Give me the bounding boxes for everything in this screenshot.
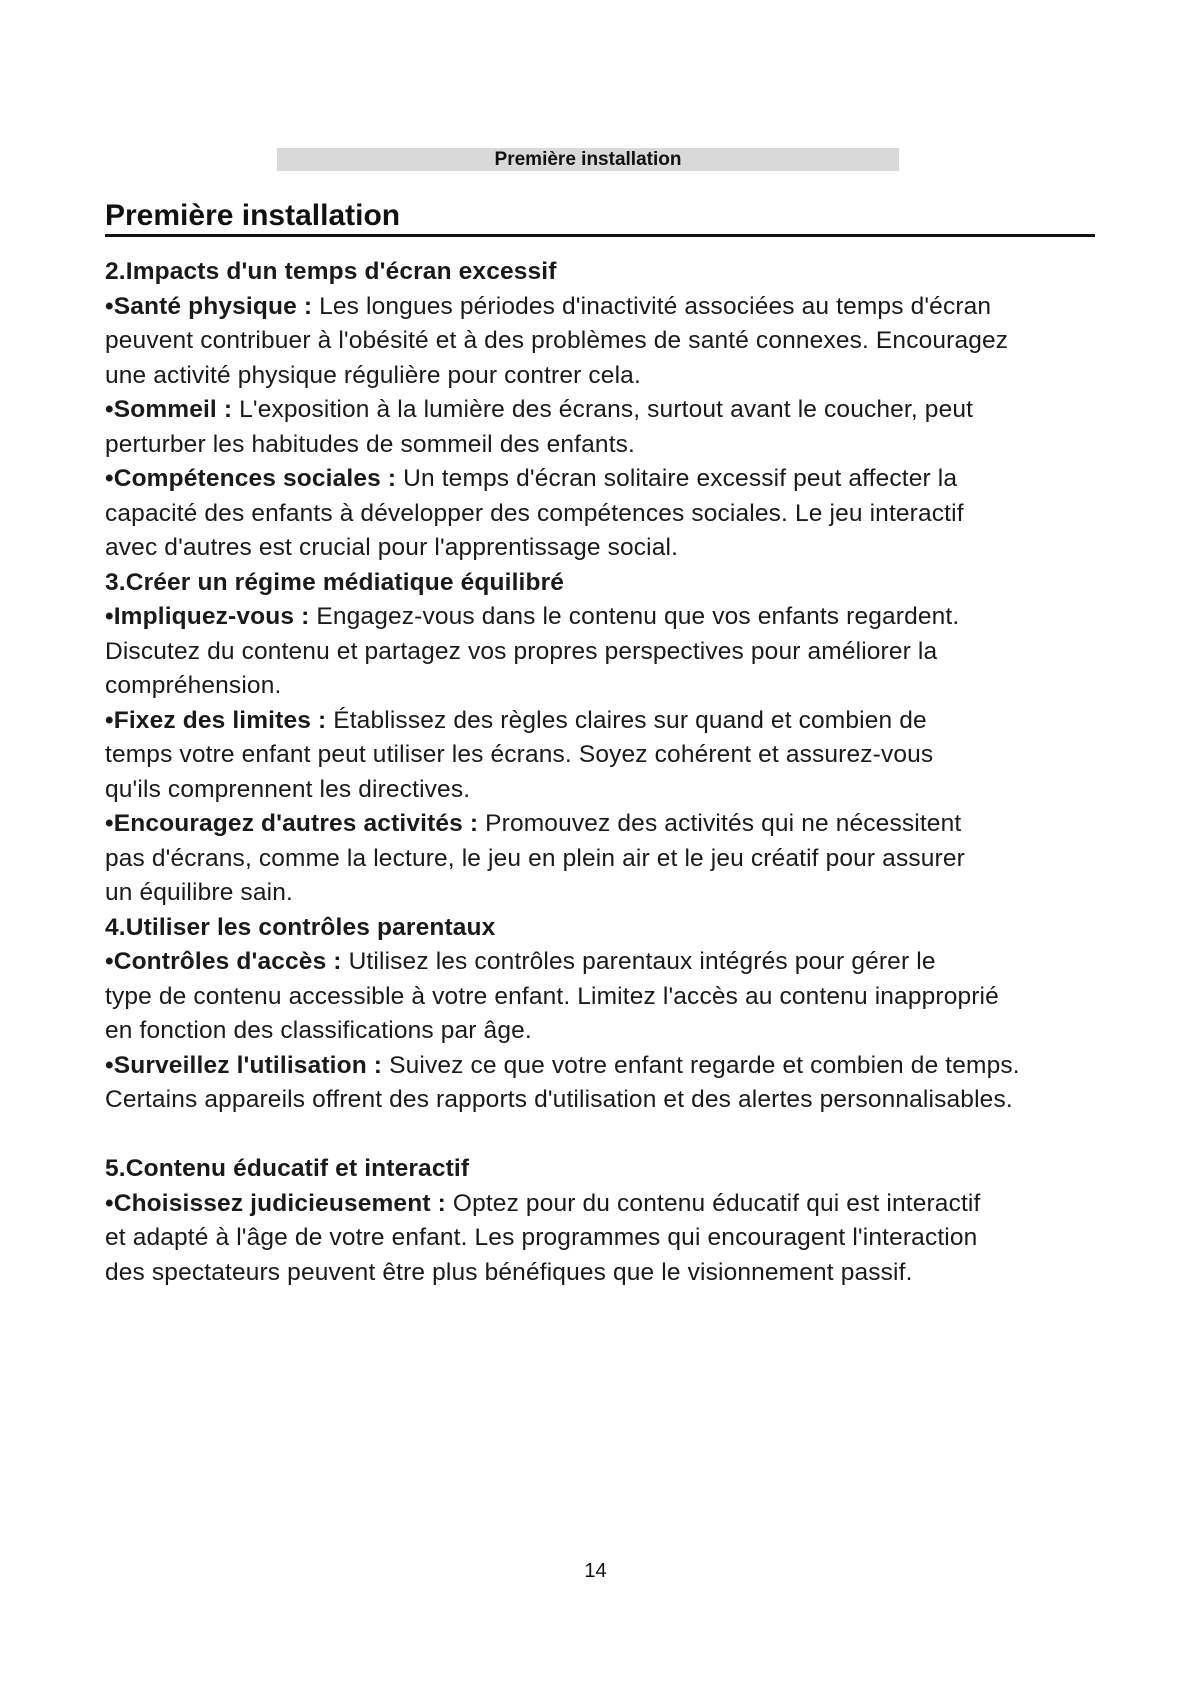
bullet-text-line: peuvent contribuer à l'obésité et à des problèmes de santé connexes. Encouragez [105,327,1009,354]
bullet-item [105,1187,1140,1222]
document-body [105,255,1140,1290]
bullet-text: Les longues périodes d'inactivité associées au temps d'écran [319,292,992,320]
bullet-label: •Impliquez-vous : [105,603,317,630]
section-heading: 3.Créer un régime médiatique équilibré [105,568,565,596]
bullet-text-line: des spectateurs peuvent être plus bénéfiques que le visionnement passif. [105,1258,913,1286]
page-number: 14 [584,1560,607,1582]
spacer [105,1118,1140,1153]
bullet-text-line: Certains appareils offrent des rapports d'utilisation et des alertes personnalisables. [105,1086,1013,1113]
bullet-text: Utilisez les contrôles parentaux intégrés pour gérer le [348,948,936,975]
bullet-text: Promouvez des activités qui ne nécessitent [485,810,962,837]
bullet-label: •Contrôles d'accès : [105,948,349,975]
bullet-text-line: compréhension. [105,672,282,699]
bullet-item [105,290,1140,325]
bullet-item [105,807,1140,842]
bullet-text: Engagez-vous dans le contenu que vos enfants regardent. [316,603,960,630]
bullet-text-line: perturber les habitudes de sommeil des enfants. [105,430,636,458]
bullet-text: Un temps d'écran solitaire excessif peut affecter la [403,465,958,492]
bullet-item [105,462,1140,497]
page-title-underline [105,196,1095,237]
bullet-text: Suivez ce que votre enfant regarde et combien de temps. [389,1051,1020,1079]
section-heading: 5.Contenu éducatif et interactif [105,1155,470,1182]
bullet-text-line: et adapté à l'âge de votre enfant. Les programmes qui encouragent l'interaction [105,1224,978,1251]
bullet-text-line: capacité des enfants à développer des compétences sociales. Le jeu interactif [105,499,964,527]
bullet-item [105,600,1140,635]
bullet-text-line: type de contenu accessible à votre enfant. Limitez l'accès au contenu inapproprié [105,982,999,1010]
bullet-text-line: Discutez du contenu et partagez vos propres perspectives pour améliorer la [105,637,938,665]
bullet-text-line: temps votre enfant peut utiliser les écrans. Soyez cohérent et assurez-vous [105,741,934,768]
bullet-text-line: un équilibre sain. [105,879,293,906]
bullet-label: •Surveillez l'utilisation : [105,1051,390,1079]
header-band-label: Première installation [494,149,682,170]
bullet-label: •Fixez des limites : [105,706,334,734]
bullet-item [105,1049,1140,1084]
bullet-text: L'exposition à la lumière des écrans, surtout avant le coucher, peut [239,396,974,423]
bullet-label: •Compétences sociales : [105,465,404,492]
bullet-text-line: avec d'autres est crucial pour l'apprentissage social. [105,534,679,561]
section-heading: 2.Impacts d'un temps d'écran excessif [105,258,557,285]
bullet-text-line: qu'ils comprennent les directives. [105,775,471,803]
bullet-label: •Santé physique : [105,292,320,320]
bullet-label: •Choisissez judicieusement : [105,1189,453,1217]
bullet-label: •Encouragez d'autres activités : [105,810,486,837]
bullet-text-line: en fonction des classifications par âge. [105,1017,532,1044]
bullet-text-line: une activité physique régulière pour contrer cela. [105,361,641,389]
bullet-item [105,393,1140,428]
bullet-item [105,945,1140,980]
section-heading: 4.Utiliser les contrôles parentaux [105,913,496,941]
bullet-text: Établissez des règles claires sur quand et combien de [333,706,927,734]
header-band [277,148,899,171]
bullet-text-line: pas d'écrans, comme la lecture, le jeu en plein air et le jeu créatif pour assurer [105,844,965,872]
bullet-item [105,704,1140,739]
bullet-label: •Sommeil : [105,396,240,423]
bullet-text: Optez pour du contenu éducatif qui est interactif [452,1189,981,1217]
page-title: Première installation [105,199,401,232]
